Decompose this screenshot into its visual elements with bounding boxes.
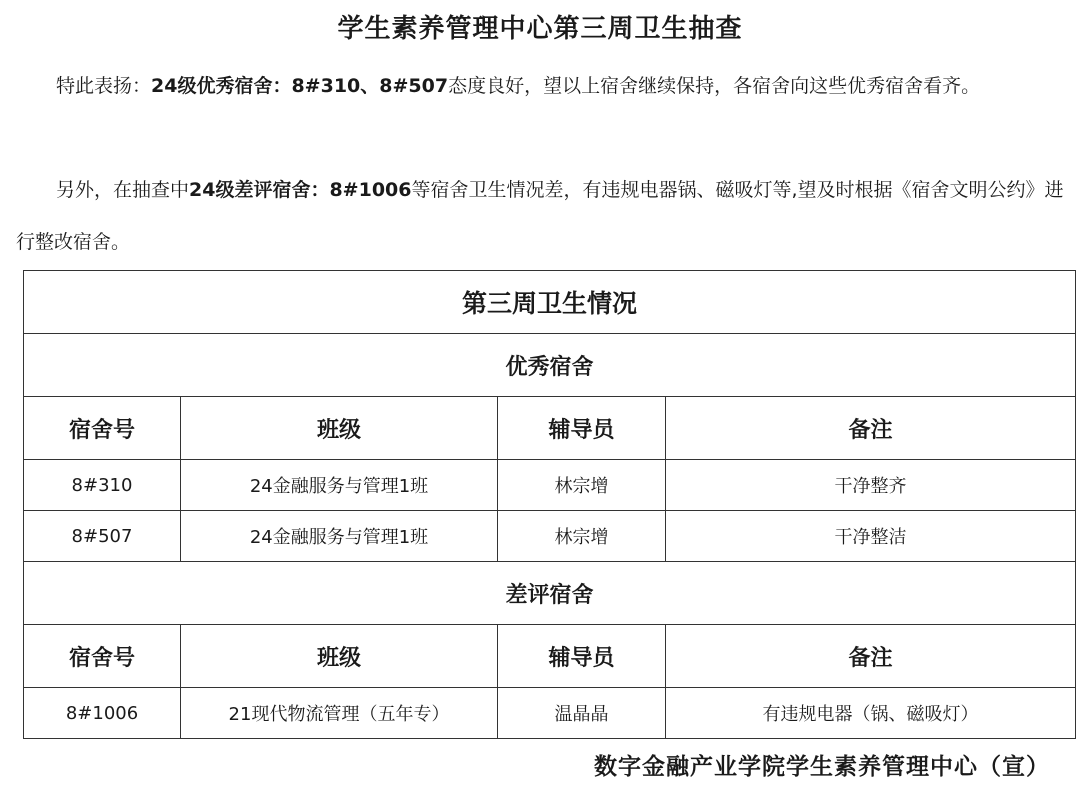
praise-prefix: 特此表扬： — [56, 75, 152, 97]
header-class: 班级 — [181, 625, 498, 688]
praise-highlight: 24级优秀宿舍：8#310、8#507 — [151, 75, 449, 97]
table-caption: 第三周卫生情况 — [24, 271, 1076, 334]
criticism-paragraph — [16, 164, 1066, 268]
praise-paragraph — [16, 60, 1066, 112]
cell-dorm: 8#507 — [24, 511, 181, 562]
criticism-highlight: 24级差评宿舍：8#1006 — [189, 179, 412, 201]
section-excellent: 优秀宿舍 — [24, 334, 1076, 397]
table-row — [24, 511, 1076, 562]
header-dorm: 宿舍号 — [24, 625, 181, 688]
header-dorm: 宿舍号 — [24, 397, 181, 460]
cell-class: 24金融服务与管理1班 — [181, 511, 498, 562]
cell-class: 24金融服务与管理1班 — [181, 460, 498, 511]
header-row — [24, 397, 1076, 460]
table-row — [24, 688, 1076, 739]
cell-dorm: 8#1006 — [24, 688, 181, 739]
praise-suffix: 态度良好，望以上宿舍继续保持，各宿舍向这些优秀宿舍看齐。 — [448, 75, 981, 97]
cell-remark: 干净整齐 — [666, 460, 1076, 511]
cell-counselor: 温晶晶 — [498, 688, 666, 739]
cell-counselor: 林宗增 — [498, 511, 666, 562]
header-row — [24, 625, 1076, 688]
section-poor: 差评宿舍 — [24, 562, 1076, 625]
header-counselor: 辅导员 — [498, 397, 666, 460]
criticism-prefix: 另外，在抽查中 — [56, 179, 190, 201]
table-row — [24, 460, 1076, 511]
header-remark: 备注 — [666, 625, 1076, 688]
cell-class: 21现代物流管理（五年专） — [181, 688, 498, 739]
cell-remark: 干净整洁 — [666, 511, 1076, 562]
hygiene-table — [23, 270, 1076, 739]
page-title: 学生素养管理中心第三周卫生抽查 — [337, 14, 743, 44]
header-counselor: 辅导员 — [498, 625, 666, 688]
header-class: 班级 — [181, 397, 498, 460]
cell-counselor: 林宗增 — [498, 460, 666, 511]
criticism-suffix: 等宿舍卫生情况差，有违规电器锅、磁吸灯等,望及时根据《宿舍文明公约》进行整改宿舍。 — [16, 179, 1064, 253]
cell-remark: 有违规电器（锅、磁吸灯） — [666, 688, 1076, 739]
footer-signature: 数字金融产业学院学生素养管理中心（宣） — [594, 754, 1050, 780]
cell-dorm: 8#310 — [24, 460, 181, 511]
header-remark: 备注 — [666, 397, 1076, 460]
